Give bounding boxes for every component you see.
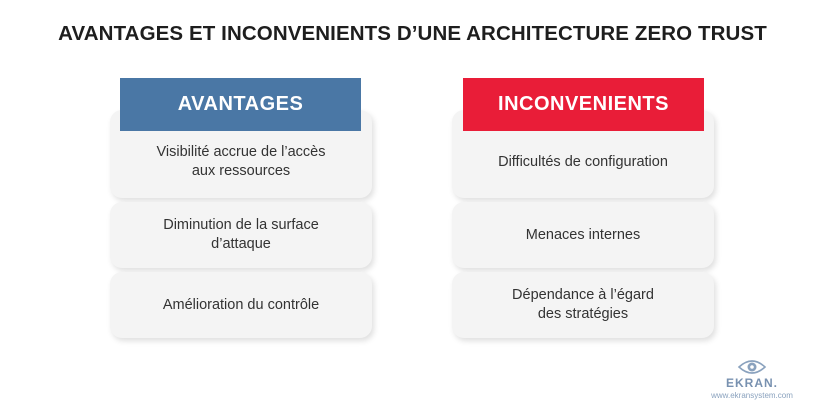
ekran-logo	[697, 358, 807, 400]
disadvantages-header: INCONVENIENTS	[463, 78, 704, 131]
advantages-header: AVANTAGES	[120, 78, 361, 131]
eye-icon	[737, 358, 767, 376]
logo-url: www.ekransystem.com	[711, 391, 793, 400]
logo-name: EKRAN.	[725, 376, 778, 390]
disadvantage-item: Difficultés de configuration	[452, 110, 714, 198]
diagram-title: AVANTAGES ET INCONVENIENTS D’UNE ARCHITECTURE ZERO TRUST	[58, 22, 767, 45]
disadvantage-item: Dépendance à l’égard des stratégies	[452, 272, 714, 338]
advantage-item: Visibilité accrue de l’accès aux ressources	[110, 110, 372, 198]
advantage-item: Amélioration du contrôle	[110, 272, 372, 338]
disadvantage-item: Menaces internes	[452, 202, 714, 268]
advantage-item: Diminution de la surface d’attaque	[110, 202, 372, 268]
